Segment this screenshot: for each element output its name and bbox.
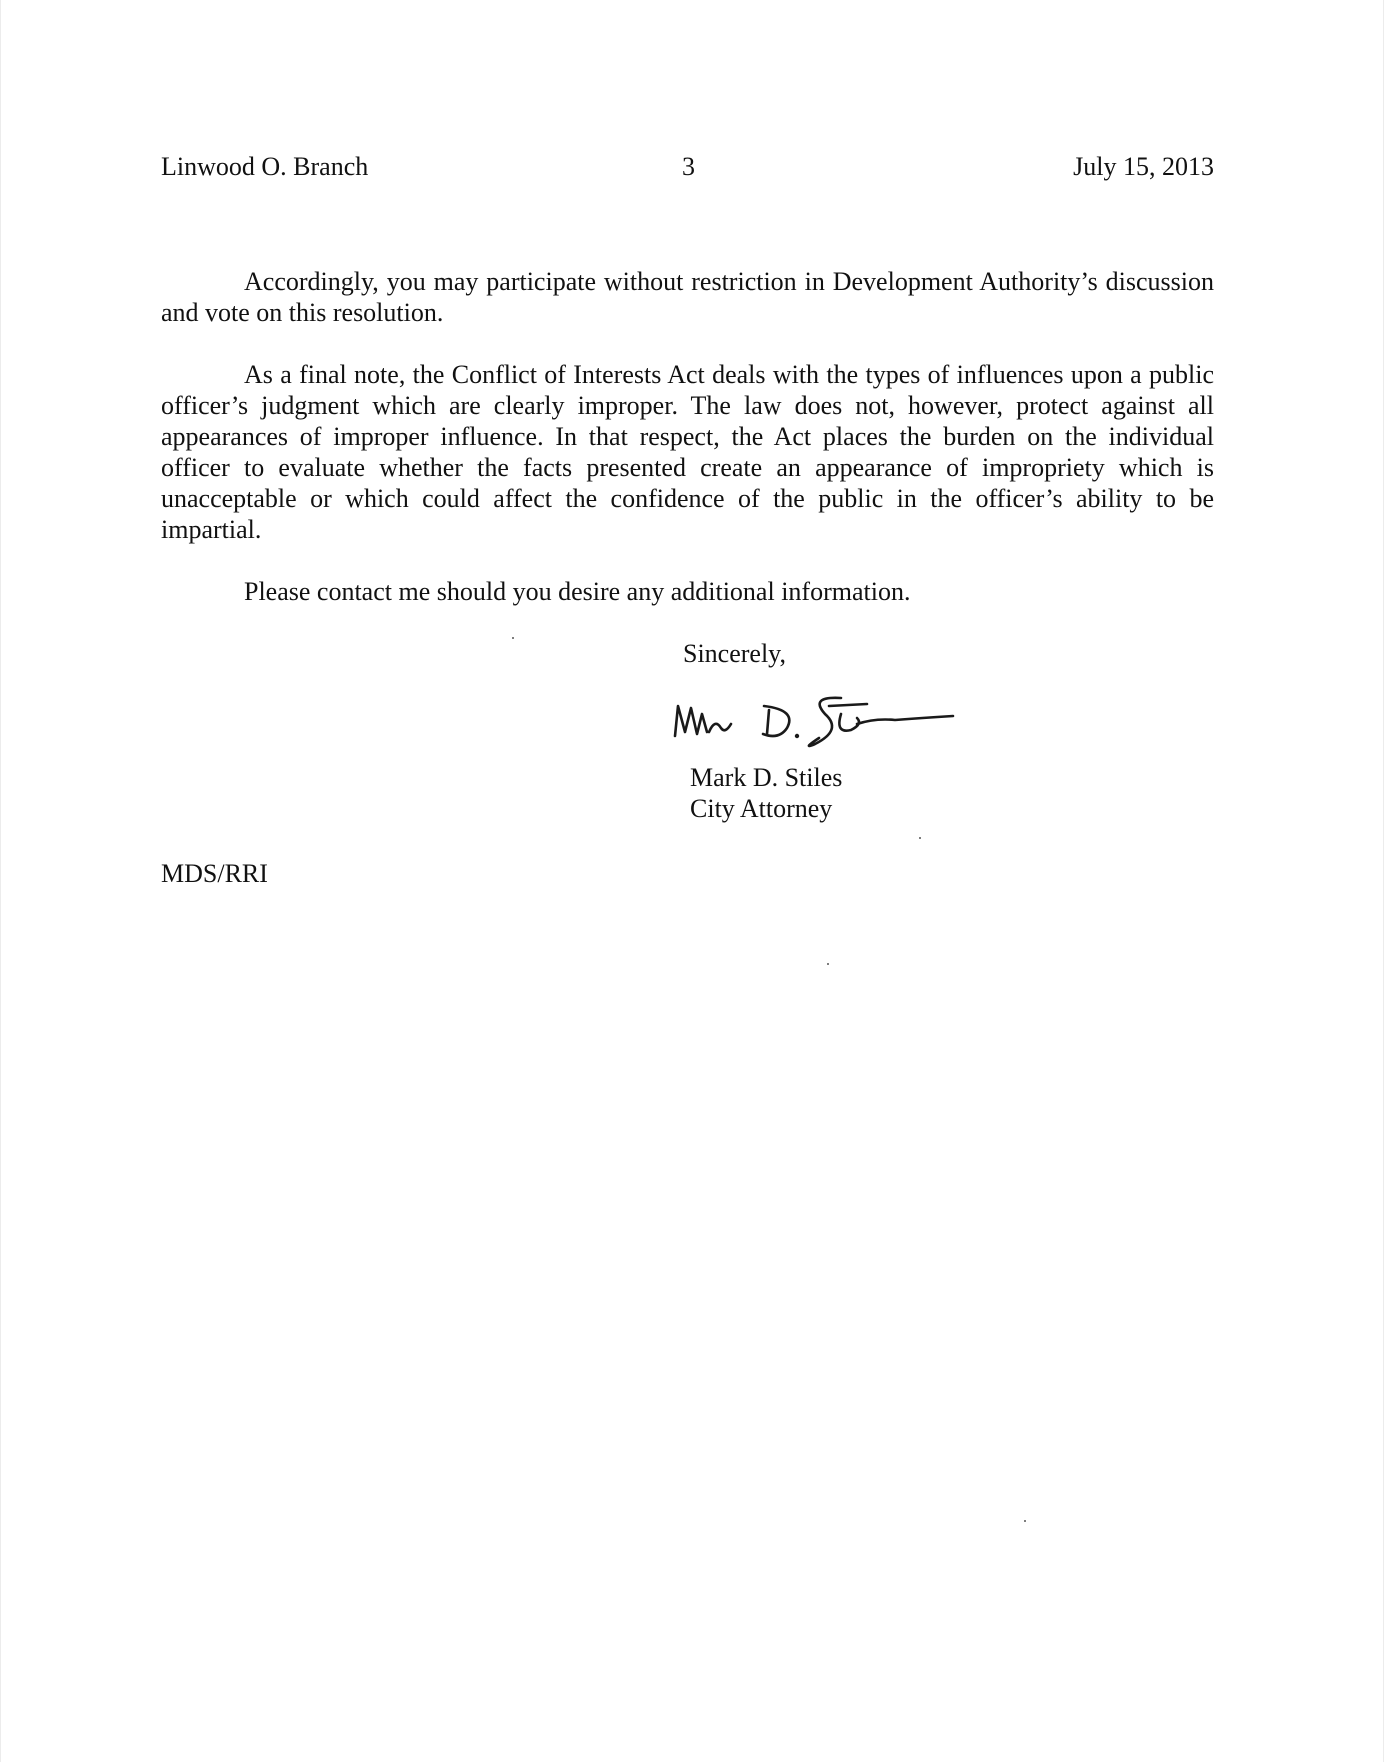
- reference-initials: MDS/RRI: [161, 859, 268, 888]
- recipient-name: Linwood O. Branch: [161, 152, 369, 181]
- body-paragraph: As a final note, the Conflict of Interests Act deals with the types of influences upon a public officer’s judgment which are clearly improper. The law does not, however, protect against all appearances of improper influence. In that respect, the Act places the burden on the individual officer to evaluate whether the facts presented create an appearance of impropriety which is unacceptable or which could affect the confidence of the public in the officer’s ability to be impartial.: [161, 360, 1214, 544]
- body-paragraph: Accordingly, you may participate without restriction in Development Authority’s discussion and vote on this resolution.: [161, 267, 1214, 327]
- page-number: 3: [682, 152, 695, 181]
- scan-speck: [827, 963, 829, 965]
- closing-salutation: Sincerely,: [683, 639, 786, 668]
- signer-name: Mark D. Stiles: [690, 763, 843, 792]
- body-paragraph: Please contact me should you desire any additional information.: [244, 577, 911, 606]
- scan-speck: [512, 637, 514, 639]
- letter-date: July 15, 2013: [1073, 152, 1214, 181]
- signer-title: City Attorney: [690, 794, 833, 823]
- page-header: [161, 151, 1214, 185]
- scan-speck: [1024, 1520, 1026, 1522]
- scan-speck: [919, 837, 921, 839]
- handwritten-signature: [669, 684, 959, 754]
